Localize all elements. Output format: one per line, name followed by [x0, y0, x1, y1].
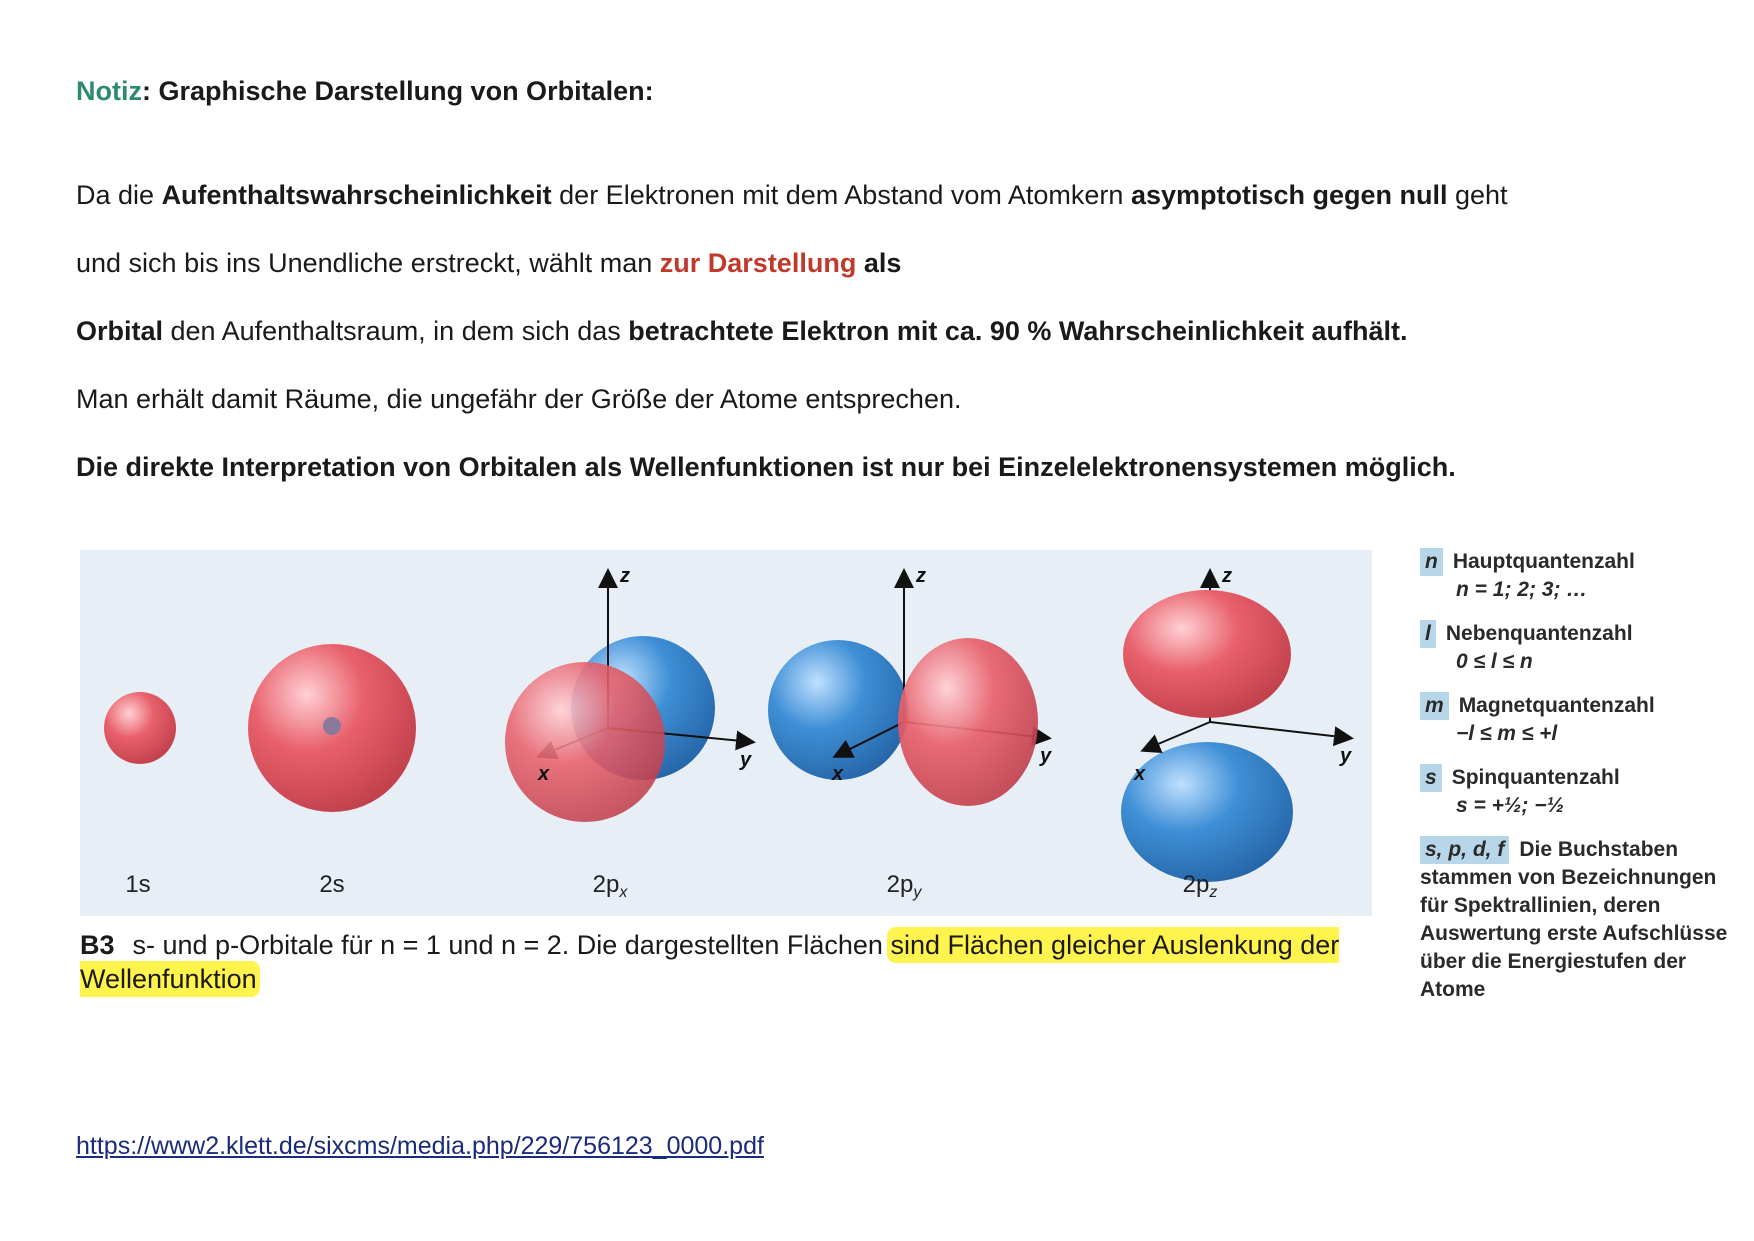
- axis-y-label: y: [740, 749, 752, 771]
- legend-item-s: [1420, 764, 1740, 820]
- legend-symbol: m: [1420, 692, 1449, 720]
- axis-x-label: x: [832, 763, 844, 785]
- text: den Aufenthaltsraum, in dem sich das: [163, 316, 629, 346]
- legend-range: −l ≤ m ≤ +l: [1456, 722, 1558, 745]
- legend-name: Hauptquantenzahl: [1452, 550, 1635, 573]
- legend-symbol: l: [1420, 620, 1436, 648]
- legend-item-n: [1420, 548, 1740, 604]
- axis-z-label: z: [916, 565, 926, 587]
- text: geht: [1447, 180, 1508, 210]
- quantum-number-legend: [1420, 548, 1740, 1020]
- caption-highlight: sind Flächen gleicher Auslenkung der Wellenfunktion: [80, 930, 1340, 994]
- axis-x-label: x: [538, 763, 550, 785]
- axis-z-label: z: [620, 565, 630, 587]
- paragraph-3: [76, 314, 1408, 348]
- caption-code: B3: [80, 930, 115, 960]
- bold-text: Die direkte Interpretation von Orbitalen als Wellenfunktionen ist nur bei Einzelelektronensystemen möglich.: [76, 452, 1456, 482]
- caption-text: s- und p-Orbitale für n = 1 und n = 2. Die dargestellten Flächen: [132, 930, 891, 960]
- legend-name: Spinquantenzahl: [1451, 766, 1620, 789]
- text: und sich bis ins Unendliche erstreckt, wählt man: [76, 248, 660, 278]
- label-2s: 2s: [319, 871, 345, 898]
- legend-range: s = +½; −½: [1456, 794, 1564, 817]
- legend-item-spdf: [1420, 836, 1740, 1004]
- paragraph-1: [76, 178, 1508, 212]
- label-2px: $2p_x$: [592, 871, 628, 901]
- bold-text: Aufenthaltswahrscheinlichkeit: [161, 180, 552, 210]
- bold-text: betrachtete Elektron mit ca. 90 % Wahrscheinlichkeit aufhält.: [628, 316, 1408, 346]
- orbital-1s: [104, 692, 176, 764]
- label-2pz: $2p_z$: [1182, 871, 1218, 901]
- source-link[interactable]: https://www2.klett.de/sixcms/media.php/229/756123_0000.pdf: [76, 1132, 764, 1160]
- legend-name: Magnetquantenzahl: [1458, 694, 1655, 717]
- orbital-figure: [80, 550, 1372, 916]
- legend-name: Nebenquantenzahl: [1445, 622, 1633, 645]
- legend-range: 0 ≤ l ≤ n: [1456, 650, 1533, 673]
- label-1s: 1s: [125, 871, 151, 898]
- legend-range: n = 1; 2; 3; …: [1456, 578, 1588, 601]
- axis-y-label: y: [1040, 745, 1052, 767]
- legend-symbol: s, p, d, f: [1420, 836, 1509, 864]
- bold-text: Orbital: [76, 316, 164, 346]
- paragraph-2: [76, 246, 901, 280]
- bold-text: asymptotisch gegen null: [1130, 180, 1448, 210]
- axis-y-label: y: [1340, 745, 1352, 767]
- red-text: zur Darstellung: [659, 248, 857, 278]
- axis-z-label: z: [1222, 565, 1232, 587]
- page-title: [76, 76, 654, 107]
- text: der Elektronen mit dem Abstand vom Atomkern: [551, 180, 1131, 210]
- paragraph-5: [76, 450, 1456, 484]
- legend-symbol: s: [1420, 764, 1442, 792]
- legend-text: Die Buchstaben stammen von Bezeichnungen für Spektrallinien, deren Auswertung erste Aufschlüsse über die Energiestufen der Atome: [1420, 838, 1728, 1001]
- legend-item-m: [1420, 692, 1740, 748]
- text: Da die: [76, 180, 162, 210]
- title-text: : Graphische Darstellung von Orbitalen:: [141, 76, 654, 106]
- figure-caption: [80, 928, 1380, 996]
- note-label: Notiz: [76, 76, 142, 106]
- bold-text: als: [856, 248, 902, 278]
- legend-symbol: n: [1420, 548, 1443, 576]
- label-2py: $2p_y$: [886, 871, 922, 901]
- axis-x-label: x: [1134, 763, 1146, 785]
- paragraph-4: Man erhält damit Räume, die ungefähr der Größe der Atome entsprechen.: [76, 384, 962, 414]
- legend-item-l: [1420, 620, 1740, 676]
- orbital-2s-nucleus: [323, 717, 341, 735]
